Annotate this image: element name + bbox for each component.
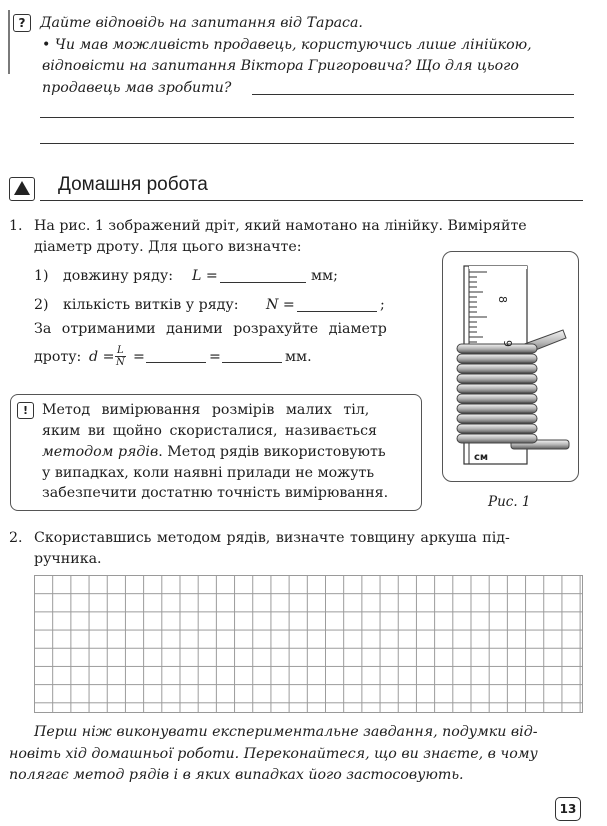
section-rule (40, 200, 583, 201)
task-text: На рис. 1 зображений дріт, який намотано на лінійку. Виміряйте (34, 218, 527, 234)
formula-d: d = (89, 349, 115, 365)
note-text: у випадках, коли наявні прилади не можуть (42, 465, 375, 481)
item-text: кількість витків у ряду: (63, 297, 239, 313)
unit-label: мм. (285, 349, 312, 365)
note-text: . Метод рядів використовують (158, 444, 386, 460)
equals-sign: = (133, 349, 145, 365)
exclamation-icon: ! (17, 402, 34, 419)
ruler-scale-marks (469, 266, 527, 269)
answer-line[interactable] (40, 117, 574, 118)
closing-text: новіть хід домашньої роботи. Переконайтеся, що ви знаєте, в чому (9, 746, 538, 762)
ruler-tick-label: 9 (501, 340, 514, 347)
answer-line[interactable] (222, 362, 282, 363)
item-number: 1) (34, 268, 49, 284)
answer-grid[interactable] (34, 575, 583, 713)
closing-text: полягає метод рядів і в яких випадках його застосовують. (9, 767, 464, 783)
unit-label: мм; (311, 268, 338, 284)
answer-line[interactable] (297, 311, 377, 312)
answer-line[interactable] (220, 282, 306, 283)
task-text: дроту: (34, 349, 82, 365)
variable-label: L = (192, 268, 218, 284)
question-line: відповісти на запитання Віктора Григоровича? Що для цього (42, 58, 519, 74)
question-title: Дайте відповідь на запитання від Тараса. (40, 15, 363, 31)
fraction-numerator: L (117, 345, 124, 356)
ruler-unit-label: см (474, 452, 489, 463)
ruler-tick-label: 8 (496, 296, 509, 303)
page-number: 13 (555, 797, 581, 821)
ruler-wire-illustration (443, 252, 576, 479)
formula-fraction (115, 345, 126, 368)
task-number: 1. (9, 218, 23, 234)
question-line: • Чи мав можливість продавець, користуючись лише лінійкою, (42, 37, 532, 53)
item-number: 2) (34, 297, 49, 313)
punctuation: ; (380, 297, 385, 313)
note-text: забезпечити достатню точність вимірювання. (42, 485, 389, 501)
figure-caption: Рис. 1 (488, 494, 531, 510)
question-line: продавець мав зробити? (42, 80, 232, 96)
closing-text: Перш ніж виконувати експериментальне завдання, подумки від- (34, 724, 538, 740)
item-text: довжину ряду: (63, 268, 173, 284)
task-text: Скориставшись методом рядів, визначте товщину аркуша під- (34, 530, 510, 546)
task-number: 2. (9, 530, 23, 546)
triangle-icon (9, 177, 35, 201)
answer-line[interactable] (146, 362, 206, 363)
section-title: Домашня робота (58, 174, 208, 195)
note-text: Метод вимірювання розмірів малих тіл, (42, 402, 370, 418)
task-text: За отриманими даними розрахуйте діаметр (34, 321, 387, 337)
variable-label: N = (266, 297, 295, 313)
answer-line[interactable] (252, 94, 574, 95)
question-icon: ? (13, 14, 31, 32)
note-term: методом рядів (42, 444, 159, 460)
equals-sign: = (209, 349, 221, 365)
task-text: діаметр дроту. Для цього визначте: (34, 239, 302, 255)
fraction-denominator: N (115, 357, 125, 368)
note-text: яким ви щойно скористалися, називається (42, 423, 377, 439)
answer-line[interactable] (40, 143, 574, 144)
task-text: ручника. (34, 551, 102, 567)
wire-coils (457, 344, 537, 433)
